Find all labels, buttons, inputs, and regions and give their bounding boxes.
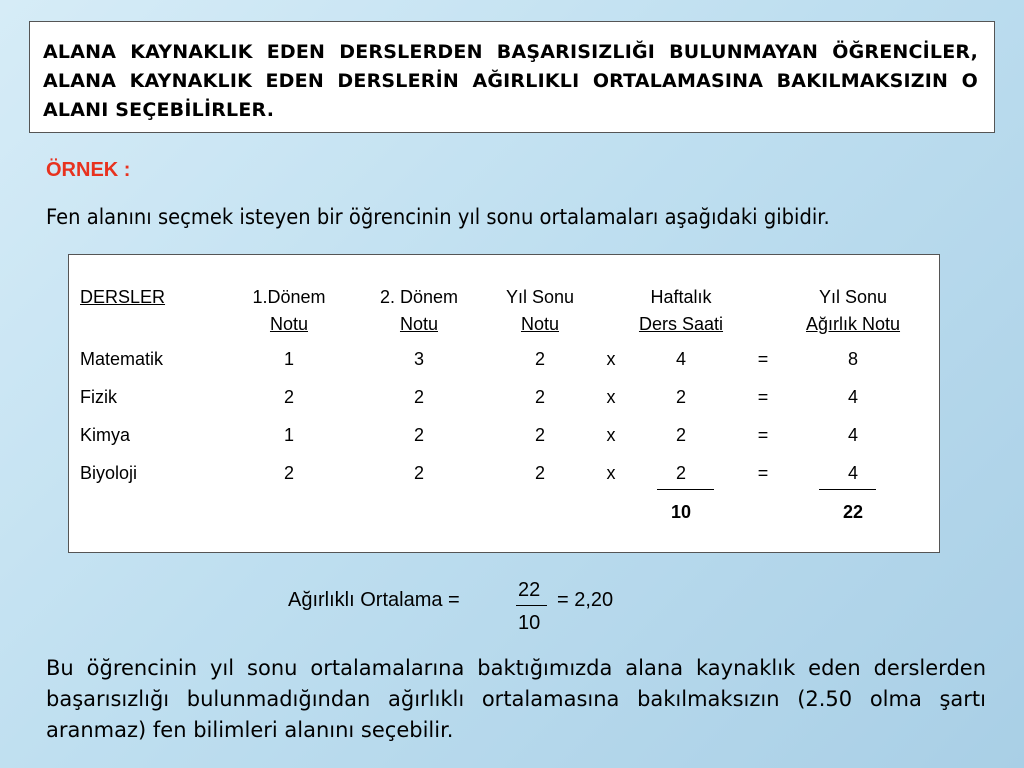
grades-table [68,254,940,553]
row-times: x [606,349,616,369]
row-equals: = [757,349,769,369]
header-donem1-line1: 1.Dönem [252,287,326,307]
header-haftalik-line2: Ders Saati [638,314,724,334]
header-donem2-line2: Notu [399,314,439,334]
row-d2: 2 [413,425,425,445]
page-title: ALANA KAYNAKLIK EDEN DERSLERDEN BAŞARISIZLIĞI BULUNMAYAN ÖĞRENCİLER, ALANA KAYNAKLIK EDEN DERSLERİN AĞIRLIKLI ORTALAMASINA BAKILMAKSIZIN O ALANI SEÇEBİLİRLER. [43,41,978,121]
header-dersler: DERSLER [80,287,166,307]
row-saat: 2 [675,463,687,483]
row-ders: Biyoloji [80,463,138,483]
row-equals: = [757,463,769,483]
formula-numerator: 22 [518,579,541,601]
header-haftalik [639,284,723,338]
row-times: x [606,425,616,445]
row-times: x [606,387,616,407]
row-saat: 2 [675,387,687,407]
row-equals: = [757,387,769,407]
row-d1: 1 [283,349,295,369]
row-ys: 2 [534,349,546,369]
header-yilsonu [506,284,574,338]
header-agirlik-line1: Yıl Sonu [818,287,888,307]
row-ys: 2 [534,425,546,445]
row-ders: Matematik [80,349,164,369]
formula-denominator: 10 [518,612,541,634]
header-donem2 [380,284,458,338]
row-ys: 2 [534,387,546,407]
row-equals: = [757,425,769,445]
header-yilsonu-line1: Yıl Sonu [505,287,575,307]
row-ders: Fizik [80,387,117,407]
row-d1: 2 [283,387,295,407]
sum-rule-saat [657,489,714,490]
header-yilsonu-line2: Notu [520,314,560,334]
formula-result: = 2,20 [557,589,614,611]
header-agirlik-line2: Ağırlık Notu [805,314,901,334]
row-agirlik: 4 [847,387,859,407]
row-agirlik: 4 [847,463,859,483]
sum-rule-agirlik [819,489,876,490]
total-agirlik: 22 [842,502,864,522]
row-d1: 1 [283,425,295,445]
row-d2: 3 [413,349,425,369]
fraction-line [516,605,547,606]
row-ys: 2 [534,463,546,483]
row-d1: 2 [283,463,295,483]
header-agirlik [806,284,900,338]
row-d2: 2 [413,387,425,407]
row-agirlik: 4 [847,425,859,445]
row-ders: Kimya [80,425,131,445]
header-donem1-line2: Notu [269,314,309,334]
title-box [29,21,995,133]
header-donem2-line1: 2. Dönem [379,287,459,307]
row-saat: 4 [675,349,687,369]
intro-text: Fen alanını seçmek isteyen bir öğrencinin yıl sonu ortalamaları aşağıdaki gibidir. [46,205,830,229]
example-label: ÖRNEK : [46,159,131,181]
row-d2: 2 [413,463,425,483]
row-agirlik: 8 [847,349,859,369]
conclusion-text: Bu öğrencinin yıl sonu ortalamalarına baktığımızda alana kaynaklık eden derslerden başarısızlığı bulunmadığından ağırlıklı ortalamasına bakılmaksızın (2.50 olma şartı aranmaz) fen bilimleri alanını seçebilir. [46,656,986,742]
header-haftalik-line1: Haftalık [650,287,712,307]
row-times: x [606,463,616,483]
formula-label: Ağırlıklı Ortalama = [288,589,460,611]
row-saat: 2 [675,425,687,445]
header-donem1 [252,284,325,338]
total-saat: 10 [670,502,692,522]
